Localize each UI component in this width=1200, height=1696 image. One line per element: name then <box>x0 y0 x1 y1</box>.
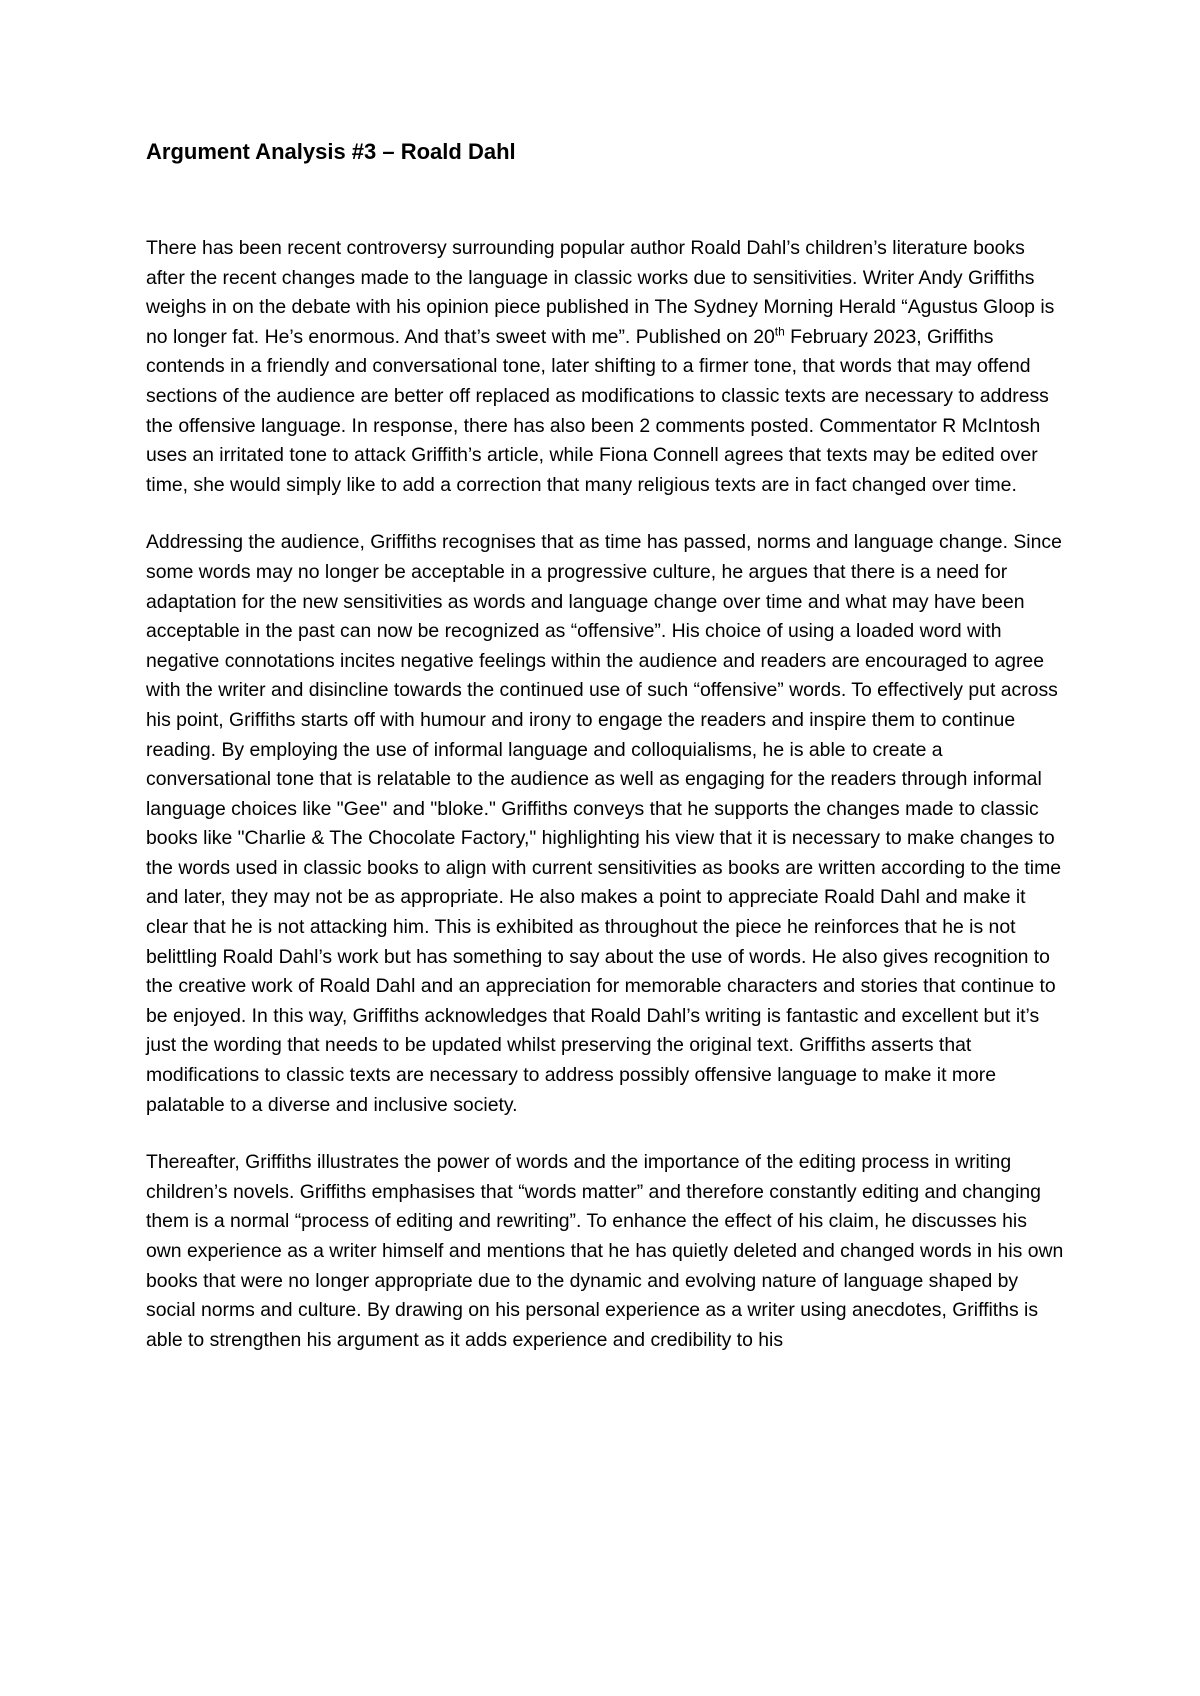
paragraph-body-1: Addressing the audience, Griffiths recognises that as time has passed, norms and language change. Since some words may no longer be acceptable in a progressive culture, he argues that there is a need for adaptation for the new sensitivities as words and language change over time and what may have been acceptable in the past can now be recognized as “offensive”. His choice of using a loaded word with negative connotations incites negative feelings within the audience and readers are encouraged to agree with the writer and disincline towards the continued use of such “offensive” words. To effectively put across his point, Griffiths starts off with humour and irony to engage the readers and inspire them to continue reading. By employing the use of informal language and colloquialisms, he is able to create a conversational tone that is relatable to the audience as well as engaging for the readers through informal language choices like "Gee" and "bloke." Griffiths conveys that he supports the changes made to classic books like "Charlie & The Chocolate Factory," highlighting his view that it is necessary to make changes to the words used in classic books to align with current sensitivities as books are written according to the time and later, they may not be as appropriate. He also makes a point to appreciate Roald Dahl and make it clear that he is not attacking him. This is exhibited as throughout the piece he reinforces that he is not belittling Roald Dahl’s work but has something to say about the use of words. He also gives recognition to the creative work of Roald Dahl and an appreciation for memorable characters and stories that continue to be enjoyed. In this way, Griffiths acknowledges that Roald Dahl’s writing is fantastic and excellent but it’s just the wording that needs to be updated whilst preserving the original text. Griffiths asserts that modifications to classic texts are necessary to address possibly offensive language to make it more palatable to a diverse and inclusive society. <box>146 531 1062 1116</box>
document-page <box>146 138 1066 1383</box>
paragraph-body-2: Thereafter, Griffiths illustrates the power of words and the importance of the editing process in writing children’s novels. Griffiths emphasises that “words matter” and therefore constantly editing and changing them is a normal “process of editing and rewriting”. To enhance the effect of his claim, he discusses his own experience as a writer himself and mentions that he has quietly deleted and changed words in his own books that were no longer appropriate due to the dynamic and evolving nature of language shaped by social norms and culture. By drawing on his personal experience as a writer using anecdotes, Griffiths is able to strengthen his argument as it adds experience and credibility to his <box>146 1151 1064 1351</box>
paragraph-introduction-text-1: There has been recent controversy surrounding popular author Roald Dahl’s children’s literature books after the recent changes made to the language in classic works due to sensitivities. Writer Andy Griffiths weighs in on the debate with his opinion piece published in The Sydney Morning Herald “Agustus Gloop is no longer fat. He’s enormous. And that’s sweet with me”. Published on 20 <box>146 237 1055 348</box>
paragraph-introduction-text-2: February 2023, Griffiths contends in a friendly and conversational tone, later shifting to a firmer tone, that words that may offend sections of the audience are better off replaced as modifications to classic texts are necessary to address the offensive language. In response, there has also been 2 comments posted. Commentator R McIntosh uses an irritated tone to attack Griffith’s article, while Fiona Connell agrees that texts may be edited over time, she would simply like to add a correction that many religious texts are in fact changed over time. <box>146 325 1049 496</box>
paragraph-introduction <box>146 234 1066 500</box>
date-ordinal-suffix: th <box>774 324 785 339</box>
document-title: Argument Analysis #3 – Roald Dahl <box>146 139 516 164</box>
